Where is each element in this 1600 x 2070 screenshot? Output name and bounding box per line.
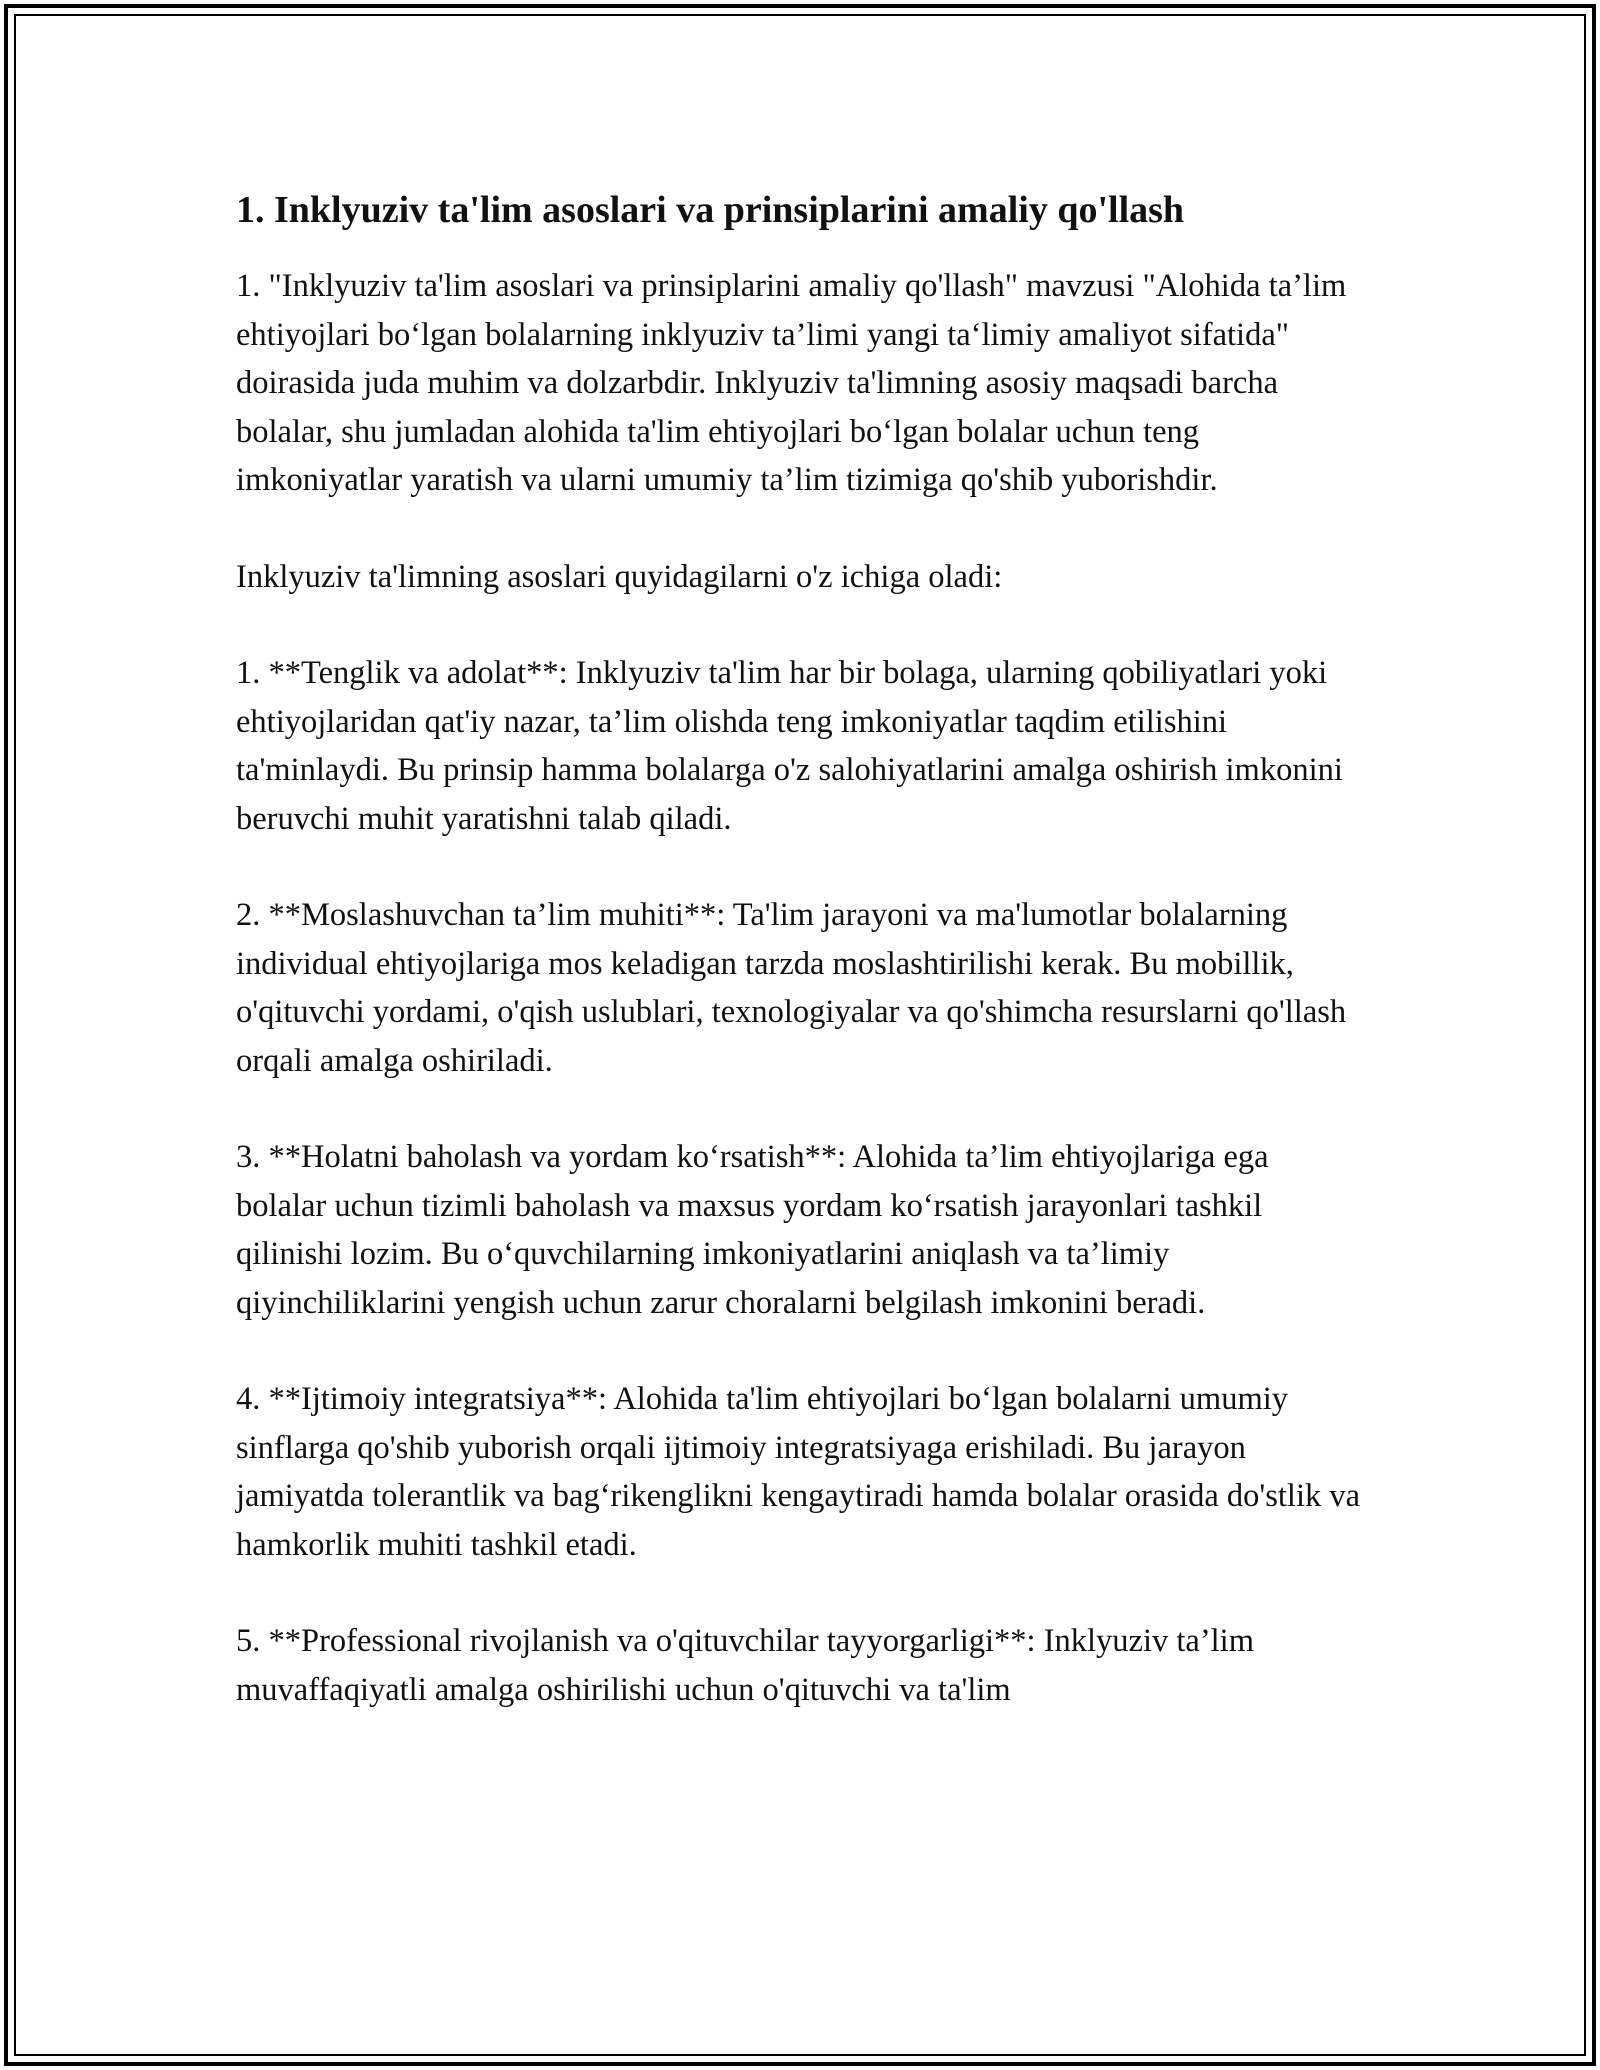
paragraph-principle-5: 5. **Professional rivojlanish va o'qituvchilar tayyorgarligi**: Inklyuziv ta’lim muvaffaqiyatli amalga oshirilishi uchun o'qituvchi va ta'lim xyxy=(236,1623,1254,1708)
paragraph-intro: 1. "Inklyuziv ta'lim asoslari va prinsiplarini amaliy qo'llash" mavzusi "Alohida ta’lim ehtiyojlari bo‘lgan bolalarning inklyuziv ta’limi yangi ta‘limiy amaliyot sifatida" doirasida juda muhim va dolzarbdir. Inklyuziv ta'limning asosiy maqsadi barcha bolalar, shu jumladan alohida ta'lim ehtiyojlari bo‘lgan bolalar uchun teng imkoniyatlar yaratish va ularni umumiy ta’lim tizimiga qo'shib yuborishdir. xyxy=(236,268,1347,498)
paragraph-principle-3: 3. **Holatni baholash va yordam ko‘rsatish**: Alohida ta’lim ehtiyojlariga ega bolalar uchun tizimli baholash va maxsus yordam ko‘rsatish jarayonlari tashkil qilinishi lozim. Bu o‘quvchilarning imkoniyatlarini aniqlash va ta’limiy qiyinchiliklarini yengish uchun zarur choralarni belgilash imkonini beradi. xyxy=(236,1139,1269,1321)
document-body xyxy=(236,186,1366,1762)
paragraph-principle-4: 4. **Ijtimoiy integratsiya**: Alohida ta'lim ehtiyojlari bo‘lgan bolalarni umumiy sinflarga qo'shib yuborish orqali ijtimoiy integratsiyaga erishiladi. Bu jarayon jamiyatda tolerantlik va bag‘rikenglikni kengaytiradi hamda bolalar orasida do'stlik va hamkorlik muhiti tashkil etadi. xyxy=(236,1381,1361,1563)
paragraph-principle-2: 2. **Moslashuvchan ta’lim muhiti**: Ta'lim jarayoni va ma'lumotlar bolalarning individual ehtiyojlariga mos keladigan tarzda moslashtirilishi kerak. Bu mobillik, o'qituvchi yordami, o'qish uslublari, texnologiyalar va qo'shimcha resurslarni qo'llash orqali amalga oshiriladi. xyxy=(236,897,1347,1079)
paragraph-principle-1: 1. **Tenglik va adolat**: Inklyuziv ta'lim har bir bolaga, ularning qobiliyatlari yoki ehtiyojlaridan qat'iy nazar, ta’lim olishda teng imkoniyatlar taqdim etilishini ta'minlaydi. Bu prinsip hamma bolalarga o'z salohiyatlarini amalga oshirish imkonini beruvchi muhit yaratishni talab qiladi. xyxy=(236,655,1343,837)
page-title: 1. Inklyuziv ta'lim asoslari va prinsiplarini amaliy qo'llash xyxy=(236,189,1185,231)
paragraph-foundations-lead: Inklyuziv ta'limning asoslari quyidagilarni o'z ichiga oladi: xyxy=(236,558,1003,595)
